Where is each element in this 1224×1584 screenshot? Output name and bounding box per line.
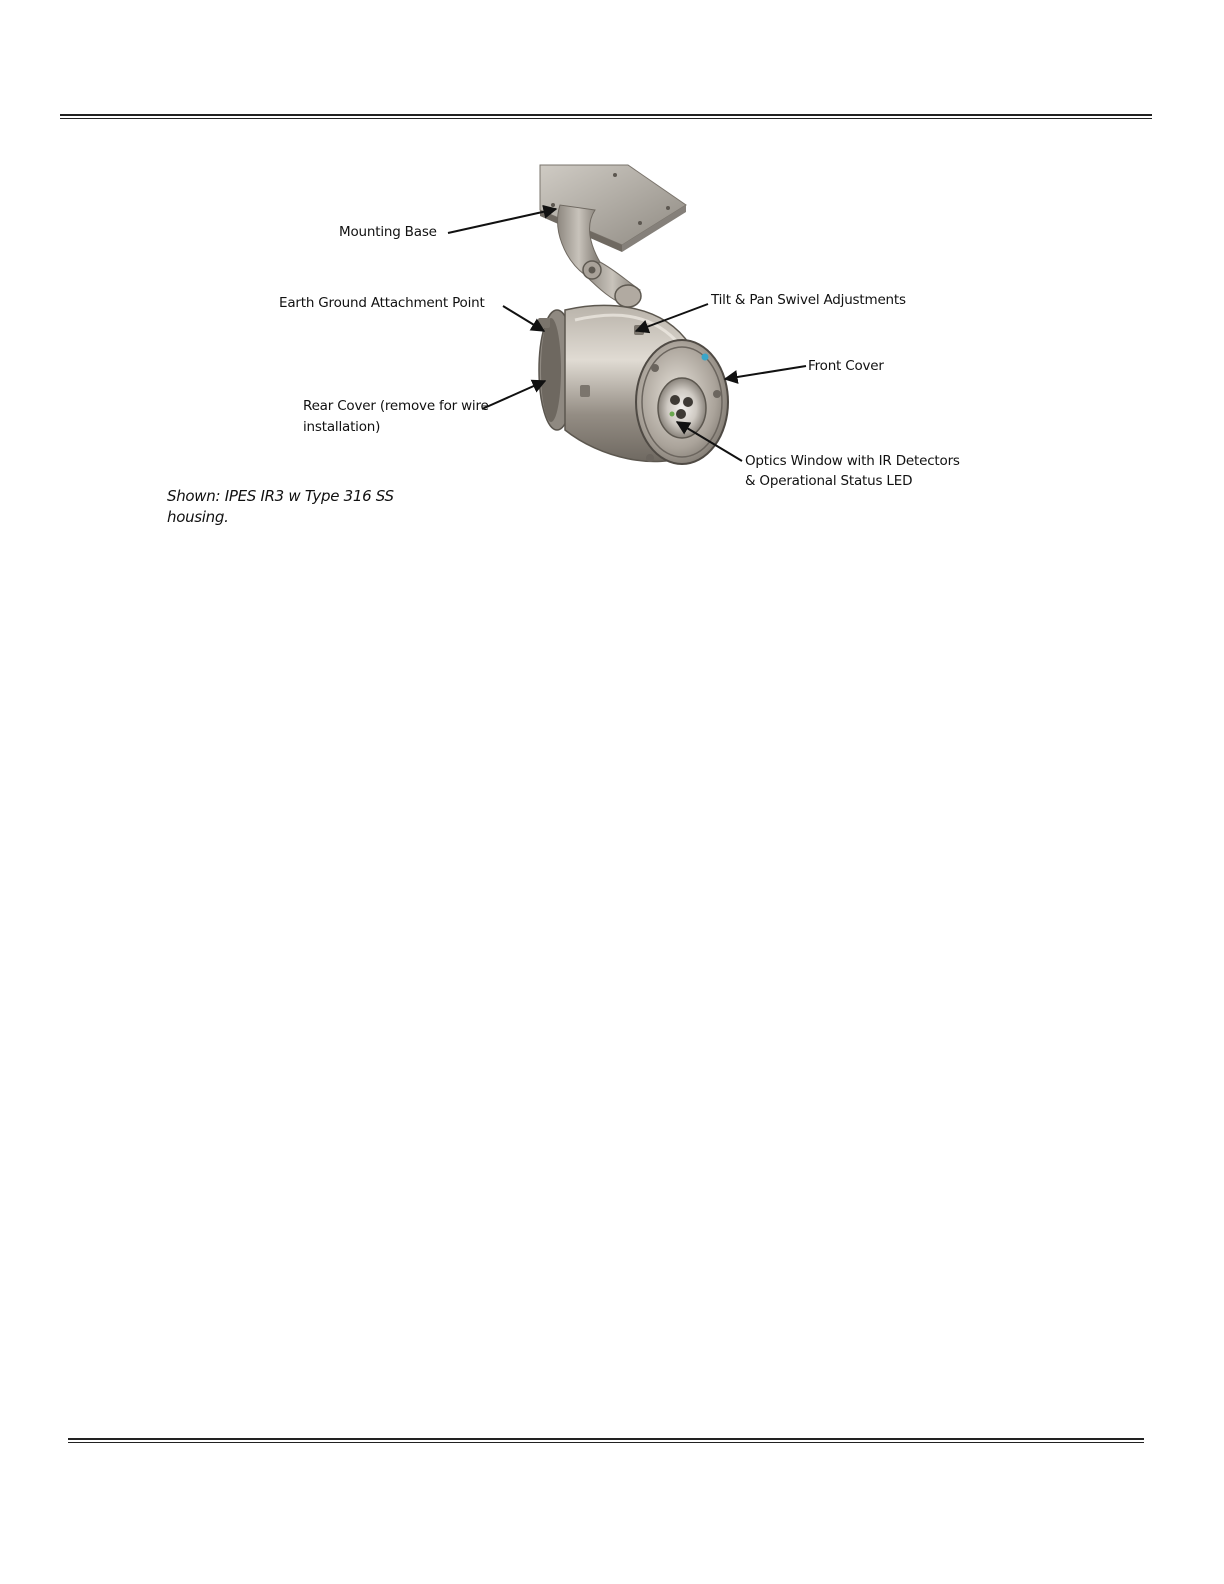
callout-front-cover: Front Cover — [808, 358, 884, 374]
detector-illustration — [0, 0, 1224, 560]
product-figure — [0, 0, 1224, 560]
optics-window-shape — [658, 378, 706, 438]
callout-optics-line2: & Operational Status LED — [745, 473, 913, 489]
arrow-rear-cover — [482, 381, 545, 409]
arrow-earth-ground — [503, 306, 544, 331]
callout-earth-ground: Earth Ground Attachment Point — [279, 295, 485, 311]
callout-rear-cover-line2: installation) — [303, 419, 381, 435]
caption-line1: Shown: IPES IR3 w Type 316 SS — [167, 487, 394, 505]
arrow-front-cover — [725, 366, 806, 379]
callout-mounting-base: Mounting Base — [339, 224, 437, 240]
callout-tilt-pan: Tilt & Pan Swivel Adjustments — [711, 292, 906, 308]
callout-rear-cover-line1: Rear Cover (remove for wire — [303, 398, 489, 414]
callout-optics-line1: Optics Window with IR Detectors — [745, 453, 960, 469]
arrow-mounting-base — [448, 209, 556, 233]
figure-caption — [167, 486, 407, 528]
caption-line2: housing. — [167, 508, 229, 526]
footer-rule — [68, 1438, 1144, 1443]
